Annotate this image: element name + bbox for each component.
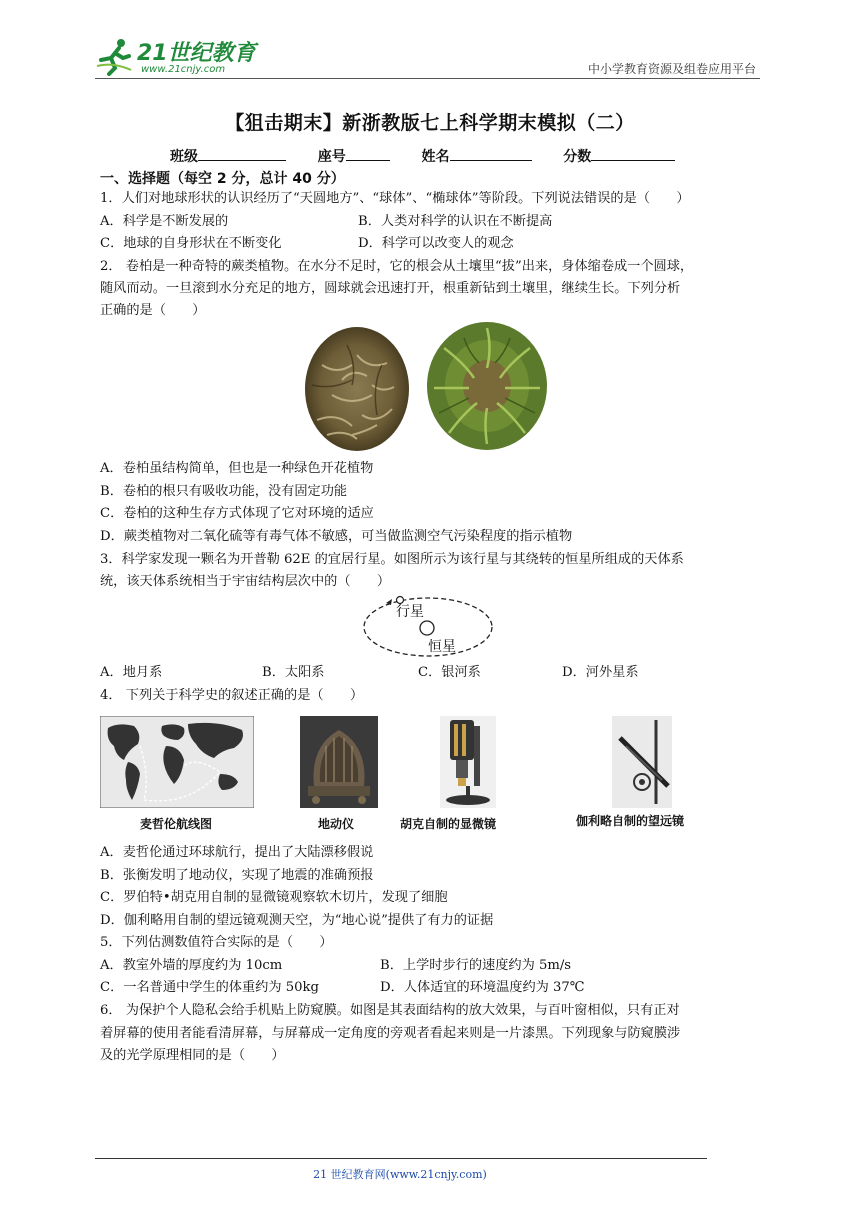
q3-option-a[interactable]: A．地月系 [100,665,163,680]
q2-option-d[interactable]: D．蕨类植物对二氧化硫等有毒气体不敏感，可当做监测空气污染程度的指示植物 [100,529,573,544]
q5-option-a[interactable]: A．教室外墙的厚度约为 10cm [100,958,283,973]
class-blank[interactable] [198,146,286,161]
name-blank[interactable] [450,146,532,161]
q2-option-a[interactable]: A．卷柏虽结构简单，但也是一种绿色开花植物 [100,461,374,476]
score-label: 分数 [563,149,592,165]
q4-option-a[interactable]: A．麦哲伦通过环球航行，提出了大陆漂移假说 [100,845,374,860]
page-title: 【狙击期末】新浙教版七上科学期末模拟（二） [225,112,635,134]
hooke-microscope-image [440,716,496,808]
footer-divider [95,1158,707,1159]
q2-option-c[interactable]: C．卷柏的这种生存方式体现了它对环境的适应 [100,506,374,521]
q5-stem: 5．下列估测数值符合实际的是（ ） [100,935,333,950]
dry-spikemoss-ball-image [302,325,412,453]
q3-stem-line2: 统，该天体系统相当于宇宙结构层次中的（ ） [100,574,391,589]
q2-option-b[interactable]: B．卷柏的根只有吸收功能，没有固定功能 [100,484,348,499]
q2-stem-line1: 2． 卷柏是一种奇特的蕨类植物。在水分不足时，它的根会从土壤里“拔”出来，身体缩卷成一个圆球， [100,259,694,274]
q5-option-b[interactable]: B．上学时步行的速度约为 5m/s [380,958,572,973]
planet-label: 行星 [396,604,424,620]
galileo-telescope-image [612,716,672,808]
q2-stem-line3: 正确的是（ ） [100,303,206,318]
q6-stem-line3: 及的光学原理相同的是（ ） [100,1048,285,1063]
q3-option-b[interactable]: B．太阳系 [262,665,325,680]
star-label: 恒星 [428,639,456,655]
q6-stem-line1: 6． 为保护个人隐私会给手机贴上防窥膜。如图是其表面结构的放大效果，与百叶窗相似，只有正对 [100,1003,680,1018]
q1-stem: 1．人们对地球形状的认识经历了“天圆地方”、“球体”、“椭球体”等阶段。下列说法错误的是（ ） [100,191,690,206]
q3-option-c[interactable]: C．银河系 [418,665,481,680]
platform-name: 中小学教育资源及组卷应用平台 [587,62,756,76]
runner-logo-icon [95,36,135,76]
magellan-route-map-image [100,716,254,808]
caption-seismoscope: 地动仪 [318,817,355,831]
header-divider [95,78,760,79]
green-spikemoss-image [424,318,550,454]
logo-main-text: 21世纪教育 [137,41,256,66]
q3-option-d[interactable]: D．河外星系 [562,665,639,680]
caption-microscope: 胡克自制的显微镜 [400,817,497,831]
caption-magellan: 麦哲伦航线图 [140,817,213,831]
q1-option-c[interactable]: C．地球的自身形状在不断变化 [100,236,282,251]
logo-url-text: www.21cnjy.com [141,64,226,75]
q3-stem-line1: 3．科学家发现一颗名为开普勒 62E 的宜居行星。如图所示为该行星与其绕转的恒星所组成的天体系 [100,552,684,567]
header-logo [95,36,265,80]
q4-option-d[interactable]: D．伽利略用自制的望远镜观测天空，为“地心说”提供了有力的证据 [100,913,494,928]
footer-text[interactable]: 21 世纪教育网(www.21cnjy.com) [313,1168,487,1181]
orbit-diagram [360,594,496,660]
score-blank[interactable] [591,146,675,161]
q2-stem-line2: 随风而动。一旦滚到水分充足的地方，圆球就会迅速打开，根重新钻到土壤里，继续生长。下列分析 [100,281,681,296]
caption-telescope: 伽利略自制的望远镜 [576,814,685,828]
seat-blank[interactable] [346,146,390,161]
seat-label: 座号 [317,149,346,165]
q1-option-d[interactable]: D．科学可以改变人的观念 [358,236,514,251]
name-label: 姓名 [421,149,450,165]
q6-stem-line2: 着屏幕的使用者能看清屏幕，与屏幕成一定角度的旁观者看起来则是一片漆黑。下列现象与防窥膜涉 [100,1026,681,1041]
q4-option-b[interactable]: B．张衡发明了地动仪，实现了地震的准确预报 [100,868,374,883]
seismoscope-image [300,716,378,808]
q1-option-b[interactable]: B．人类对科学的认识在不断提高 [358,214,553,229]
q4-stem: 4． 下列关于科学史的叙述正确的是（ ） [100,688,364,703]
student-info [170,146,675,166]
q5-option-d[interactable]: D．人体适宜的环境温度约为 37℃ [380,980,585,995]
class-label: 班级 [170,149,198,165]
q4-option-c[interactable]: C．罗伯特•胡克用自制的显微镜观察软木切片，发现了细胞 [100,890,448,905]
q1-option-a[interactable]: A．科学是不断发展的 [100,214,229,229]
section-heading: 一、选择题（每空 2 分，总计 40 分） [100,171,345,187]
q5-option-c[interactable]: C．一名普通中学生的体重约为 50kg [100,980,319,995]
